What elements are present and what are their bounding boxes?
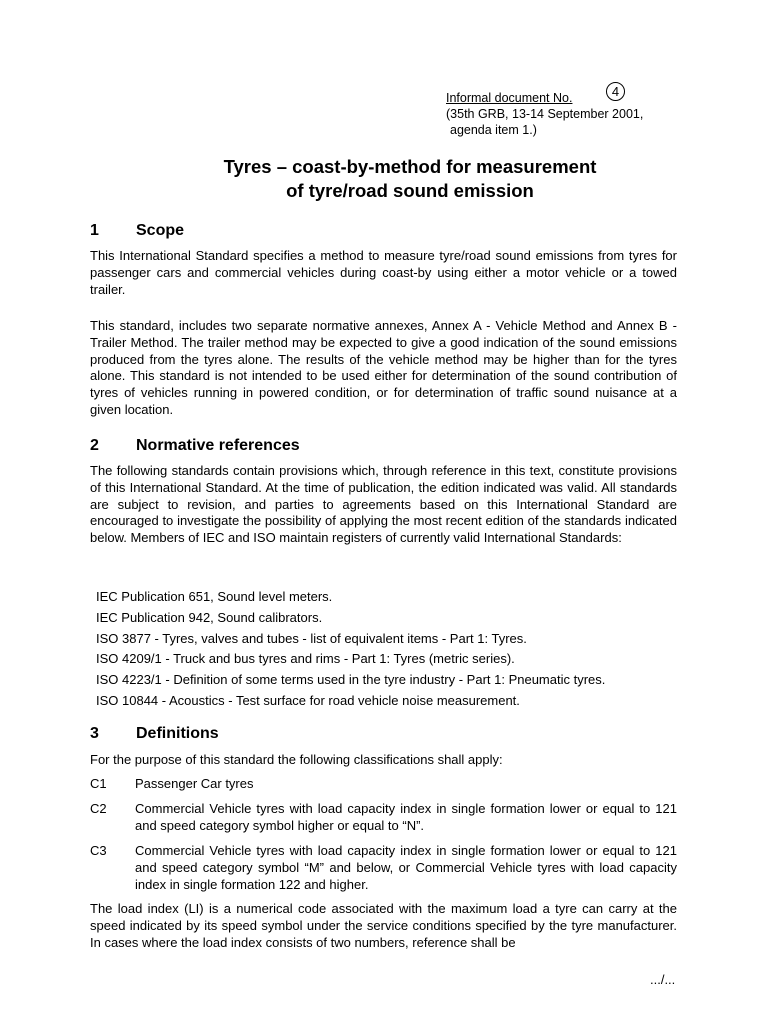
section-heading-normative-references [90,436,300,456]
section-number: 2 [90,437,99,454]
agenda-info: agenda item 1.) [450,123,537,137]
document-title [90,155,730,203]
definition-item [90,843,677,893]
normative-paragraph: The following standards contain provisions which, through reference in this text, constitute provisions of this International Standard. At the time of publication, the edition indicated was valid. All standards are subject to revision, and parties to agreements based on this International Standard are encouraged to investigate the possibility of applying the most recent edition of the standards indicated below. Members of IEC and ISO maintain registers of currently valid International Standards: [90,463,677,546]
definition-text: Commercial Vehicle tyres with load capacity index in single formation lower or equal to 121 and speed category symbol “M” and below, or Commercial Vehicle tyres with load capacity index in single formation 122 and higher. [135,843,677,892]
section-number: 3 [90,725,99,742]
scope-paragraph-1: This International Standard specifies a method to measure tyre/road sound emissions from tyres for passenger cars and commercial vehicles during coast-by using either a motor vehicle or a towed trailer. [90,248,677,297]
list-item: ISO 3877 - Tyres, valves and tubes - list of equivalent items - Part 1: Tyres. [96,630,527,646]
definitions-intro: For the purpose of this standard the following classifications shall apply: [90,752,503,767]
load-index-paragraph: The load index (LI) is a numerical code associated with the maximum load a tyre can carry at the speed indicated by its speed symbol under the service conditions specified by the tyre manufacturer. In cases where the load index consists of two numbers, reference shall be [90,901,677,950]
title-line-2: of tyre/road sound emission [286,180,534,201]
document-info [446,84,644,138]
section-title: Definitions [136,725,219,742]
list-item: ISO 4209/1 - Truck and bus tyres and rims - Part 1: Tyres (metric series). [96,651,515,667]
definition-code: C3 [90,843,107,858]
reference-list [96,587,605,712]
scope-paragraph-2: This standard, includes two separate normative annexes, Annex A - Vehicle Method and Annex B - Trailer Method. The trailer method may be expected to give a good indication of the sound emissions produced from the tyres alone. The results of the vehicle method may be higher than for the tyres alone. This standard is not intended to be used either for determination of the sound contribution of tyres of vehicles running in powered condition, or for determination of traffic sound nuisance at a given location. [90,318,677,417]
page-continuation: .../... [650,972,676,987]
definition-text: Commercial Vehicle tyres with load capacity index in single formation lower or equal to 121 and speed category symbol higher or equal to “N”. [135,801,677,833]
section-heading-definitions [90,724,219,744]
definition-code: C1 [90,776,107,791]
list-item: IEC Publication 651, Sound level meters. [96,589,333,604]
document-number-circle: 4 [606,82,625,101]
section-number: 1 [90,222,99,239]
meeting-info: (35th GRB, 13-14 September 2001, [446,107,644,121]
section-title: Normative references [136,437,300,454]
definition-item [90,801,677,835]
list-item: ISO 10844 - Acoustics - Test surface for road vehicle noise measurement. [96,692,520,708]
definition-code: C2 [90,801,107,816]
definition-item [90,776,677,793]
informal-document-label: Informal document No. [446,91,573,105]
title-line-1: Tyres – coast-by-method for measurement [223,156,597,177]
section-title: Scope [136,222,185,239]
list-item: IEC Publication 942, Sound calibrators. [96,609,323,625]
definition-text: Passenger Car tyres [135,776,254,791]
section-heading-scope [90,221,184,241]
list-item: ISO 4223/1 - Definition of some terms used in the tyre industry - Part 1: Pneumatic tyres. [96,672,606,688]
